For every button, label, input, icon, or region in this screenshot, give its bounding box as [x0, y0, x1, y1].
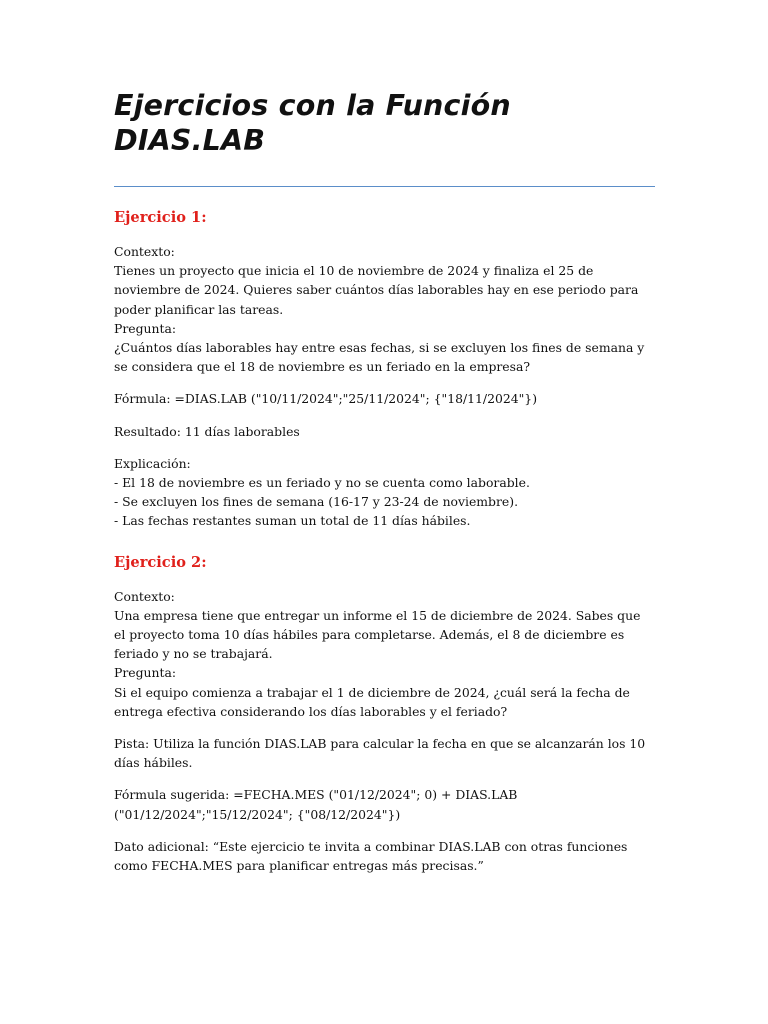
- document-title: [114, 0, 655, 158]
- exercise-1-result: Resultado: 11 días laborables: [114, 423, 300, 439]
- explanation-item: - Las fechas restantes suman un total de 11 días hábiles.: [114, 513, 471, 529]
- question-text: ¿Cuántos días laborables hay entre esas fechas, si se excluyen los fines de semana y se considera que el 18 de noviembre es un feriado en la empresa?: [114, 340, 645, 375]
- exercise-2-additional: Dato adicional: “Este ejercicio te invita a combinar DIAS.LAB con otras funciones como FECHA.MES para planificar entregas más precisas.”: [114, 838, 628, 874]
- title-line-1: Ejercicios con la Función: [114, 89, 511, 122]
- title-divider: [114, 186, 655, 187]
- question-label: Pregunta:: [114, 665, 177, 681]
- exercise-1-heading: Ejercicio 1:: [114, 209, 207, 226]
- document-page: [114, 0, 655, 875]
- exercise-2-formula: Fórmula sugerida: =FECHA.MES ("01/12/2024"; 0) + DIAS.LAB ("01/12/2024";"15/12/2024"; {"08/12/2024"}): [114, 787, 518, 822]
- title-line-2: DIAS.LAB: [114, 124, 266, 157]
- exercise-2-context: [114, 587, 655, 721]
- question-label: Pregunta:: [114, 320, 177, 336]
- context-label: Contexto:: [114, 588, 175, 604]
- exercise-2: [114, 553, 655, 876]
- exercise-1: [114, 208, 655, 531]
- exercise-1-explanation: [114, 454, 655, 531]
- exercise-2-heading: Ejercicio 2:: [114, 553, 207, 571]
- context-text: Tienes un proyecto que inicia el 10 de noviembre de 2024 y finaliza el 25 de noviembre de 2024. Quieres saber cuántos días laborables hay en ese periodo para poder planificar las tareas.: [114, 263, 639, 317]
- exercise-2-hint: Pista: Utiliza la función DIAS.LAB para calcular la fecha en que se alcanzarán los 10 días hábiles.: [114, 736, 646, 771]
- explanation-item: - Se excluyen los fines de semana (16-17 y 23-24 de noviembre).: [114, 494, 519, 510]
- question-text: Si el equipo comienza a trabajar el 1 de diciembre de 2024, ¿cuál será la fecha de entrega efectiva considerando los días laborables y el feriado?: [114, 684, 630, 719]
- explanation-label: Explicación:: [114, 455, 191, 471]
- context-text: Una empresa tiene que entregar un informe el 15 de diciembre de 2024. Sabes que el proyecto toma 10 días hábiles para completarse. Además, el 8 de diciembre es feriado y no se trabajará.: [114, 607, 641, 662]
- exercise-1-formula: Fórmula: =DIAS.LAB ("10/11/2024";"25/11/2024"; {"18/11/2024"}): [114, 391, 538, 407]
- explanation-item: - El 18 de noviembre es un feriado y no se cuenta como laborable.: [114, 475, 530, 491]
- context-label: Contexto:: [114, 244, 175, 259]
- exercise-1-context: [114, 242, 655, 376]
